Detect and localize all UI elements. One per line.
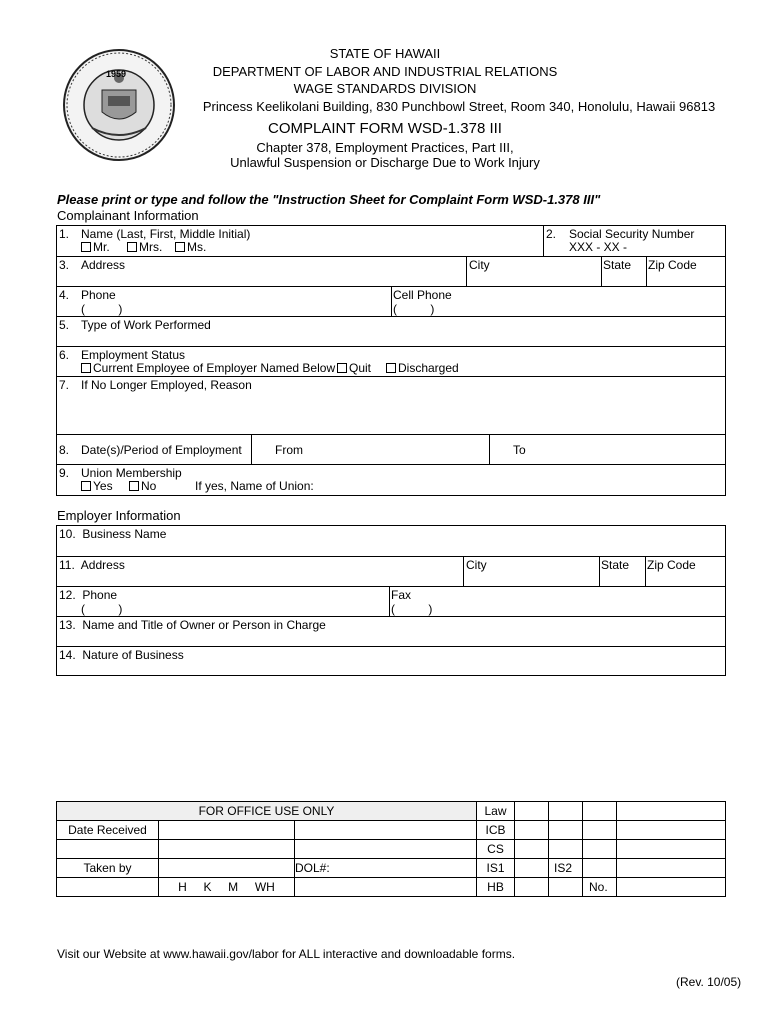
icb-cell-2[interactable] <box>549 821 583 840</box>
employer-state-label: State <box>601 558 630 572</box>
is1-cell[interactable] <box>515 859 549 878</box>
field-number: 3. <box>59 258 70 272</box>
state-label: State <box>603 258 632 272</box>
nature-label: 14. Nature of Business <box>59 648 184 662</box>
business-name-label: 10. Business Name <box>59 527 167 541</box>
header-subtitle: Unlawful Suspension or Discharge Due to Work Injury <box>230 155 540 170</box>
quit-checkbox[interactable] <box>337 362 371 375</box>
field-employer-address-row[interactable] <box>57 556 725 587</box>
employer-phone-label: 12. Phone <box>59 588 118 602</box>
field-status-row[interactable] <box>57 346 725 377</box>
is2-cell[interactable] <box>583 859 617 878</box>
to-label: To <box>513 443 526 457</box>
field-name-row[interactable] <box>57 226 725 256</box>
discharged-label: Discharged <box>398 361 459 375</box>
law-cell-4[interactable] <box>617 802 726 821</box>
employer-city-label: City <box>466 558 487 572</box>
cell-parens: ( ) <box>393 302 435 316</box>
mr-label: Mr. <box>93 240 110 254</box>
fax-parens: ( ) <box>391 602 433 616</box>
icb-cell-3[interactable] <box>583 821 617 840</box>
field-number: 7. <box>59 378 70 392</box>
field-number: 9. <box>59 466 70 480</box>
cs-cell[interactable] <box>515 840 549 859</box>
status-label: Employment Status <box>81 348 186 362</box>
field-number: 1. <box>59 227 70 241</box>
office-use-table <box>56 801 726 897</box>
taken-by-label: Taken by <box>57 859 159 878</box>
checkbox-icon <box>81 363 91 373</box>
field-union-row[interactable] <box>57 464 725 497</box>
complainant-table <box>56 225 726 496</box>
field-owner-row[interactable] <box>57 616 725 647</box>
icb-cell-4[interactable] <box>617 821 726 840</box>
field-phone-row[interactable] <box>57 286 725 317</box>
header-address: Princess Keelikolani Building, 830 Punchbowl Street, Room 340, Honolulu, Hawaii 96813 <box>202 99 716 114</box>
current-employee-checkbox[interactable] <box>81 362 335 375</box>
blank-cell-3[interactable] <box>295 840 477 859</box>
hb-label: HB <box>477 878 515 897</box>
field-number: 5. <box>59 318 70 332</box>
law-cell-3[interactable] <box>583 802 617 821</box>
name-label: Name (Last, First, Middle Initial) <box>81 227 251 241</box>
blank-cell-5[interactable] <box>295 878 477 897</box>
ms-label: Ms. <box>187 240 207 254</box>
no-label: No. <box>583 878 617 897</box>
no-label: No <box>141 479 157 493</box>
icb-cell[interactable] <box>515 821 549 840</box>
website-note: Visit our Website at www.hawaii.gov/labor for ALL interactive and downloadable forms. <box>57 947 516 961</box>
field-number: 2. <box>546 227 557 241</box>
revision: (Rev. 10/05) <box>676 975 742 989</box>
reason-label: If No Longer Employed, Reason <box>81 378 252 392</box>
field-number: 6. <box>59 348 70 362</box>
cs-cell-3[interactable] <box>583 840 617 859</box>
dol-label[interactable]: DOL#: <box>295 859 477 878</box>
address-label: Address <box>81 258 126 272</box>
city-label: City <box>469 258 490 272</box>
field-business-row[interactable] <box>57 526 725 556</box>
checkbox-icon <box>175 242 185 252</box>
mrs-label: Mrs. <box>139 240 163 254</box>
blank-cell-2[interactable] <box>159 840 295 859</box>
union-yes-checkbox[interactable] <box>81 480 113 493</box>
header-dept: DEPARTMENT OF LABOR AND INDUSTRIAL RELATIONS <box>212 64 558 79</box>
checkbox-icon <box>127 242 137 252</box>
union-label: Union Membership <box>81 466 182 480</box>
header-division: WAGE STANDARDS DIVISION <box>293 81 477 96</box>
mrs-checkbox[interactable] <box>127 241 162 254</box>
is2-cell-2[interactable] <box>617 859 726 878</box>
checkbox-icon <box>337 363 347 373</box>
taken-by-cell[interactable] <box>159 859 295 878</box>
ssn-mask: XXX - XX - <box>569 240 628 254</box>
current-label: Current Employee of Employer Named Below <box>93 361 336 375</box>
ms-checkbox[interactable] <box>175 241 206 254</box>
date-received-cell[interactable] <box>159 821 295 840</box>
seal-year: 1959 <box>106 69 127 79</box>
cell-phone-label: Cell Phone <box>393 288 452 302</box>
cs-cell-2[interactable] <box>549 840 583 859</box>
checkbox-icon <box>81 242 91 252</box>
union-name-label: If yes, Name of Union: <box>195 479 314 493</box>
phone-parens: ( ) <box>81 302 123 316</box>
owner-label: 13. Name and Title of Owner or Person in Charge <box>59 618 326 632</box>
blank-cell-4 <box>57 878 159 897</box>
cs-label: CS <box>477 840 515 859</box>
field-number: 4. <box>59 288 70 302</box>
law-label: Law <box>477 802 515 821</box>
hb-cell[interactable] <box>515 878 549 897</box>
field-dates-row[interactable] <box>57 434 725 465</box>
no-cell[interactable] <box>617 878 726 897</box>
header-state: STATE OF HAWAII <box>329 46 441 61</box>
work-label: Type of Work Performed <box>81 318 211 332</box>
employer-heading: Employer Information <box>57 508 181 523</box>
is1-label: IS1 <box>477 859 515 878</box>
fax-label: Fax <box>391 588 412 602</box>
form-title: COMPLAINT FORM WSD-1.378 III <box>268 120 502 137</box>
employer-phone-parens: ( ) <box>81 602 123 616</box>
dates-label: Date(s)/Period of Employment <box>81 443 242 457</box>
phone-label: Phone <box>81 288 116 302</box>
employer-zip-label: Zip Code <box>647 558 696 572</box>
complainant-heading: Complainant Information <box>57 208 199 223</box>
employer-address-label: 11. Address <box>59 558 125 572</box>
date-received-cell-2[interactable] <box>295 821 477 840</box>
checkbox-icon <box>386 363 396 373</box>
union-no-checkbox[interactable] <box>129 480 156 493</box>
hb-cell-2[interactable] <box>549 878 583 897</box>
checkbox-icon <box>129 481 139 491</box>
blank-cell <box>57 840 159 859</box>
cs-cell-4[interactable] <box>617 840 726 859</box>
is2-label: IS2 <box>549 859 583 878</box>
field-work-row[interactable] <box>57 316 725 347</box>
instruction-text: Please print or type and follow the "Instruction Sheet for Complaint Form WSD-1.378 III" <box>57 192 601 207</box>
icb-label: ICB <box>477 821 515 840</box>
ssn-label: Social Security Number <box>569 227 695 241</box>
quit-label: Quit <box>349 361 372 375</box>
field-number: 8. <box>59 443 70 457</box>
field-address-row[interactable] <box>57 256 725 287</box>
yes-label: Yes <box>93 479 113 493</box>
zip-label: Zip Code <box>648 258 697 272</box>
field-nature-row[interactable] <box>57 646 725 677</box>
office-title: FOR OFFICE USE ONLY <box>57 802 477 821</box>
checkbox-icon <box>81 481 91 491</box>
discharged-checkbox[interactable] <box>386 362 459 375</box>
law-cell[interactable] <box>515 802 549 821</box>
mr-checkbox[interactable] <box>81 241 110 254</box>
law-cell-2[interactable] <box>549 802 583 821</box>
field-employer-phone-row[interactable] <box>57 586 725 617</box>
from-label: From <box>275 443 303 457</box>
office-codes: H K M WH <box>159 878 295 897</box>
date-received-label: Date Received <box>57 821 159 840</box>
field-reason-row[interactable] <box>57 376 725 435</box>
employer-table <box>56 525 726 676</box>
header-chapter: Chapter 378, Employment Practices, Part III, <box>256 140 514 155</box>
